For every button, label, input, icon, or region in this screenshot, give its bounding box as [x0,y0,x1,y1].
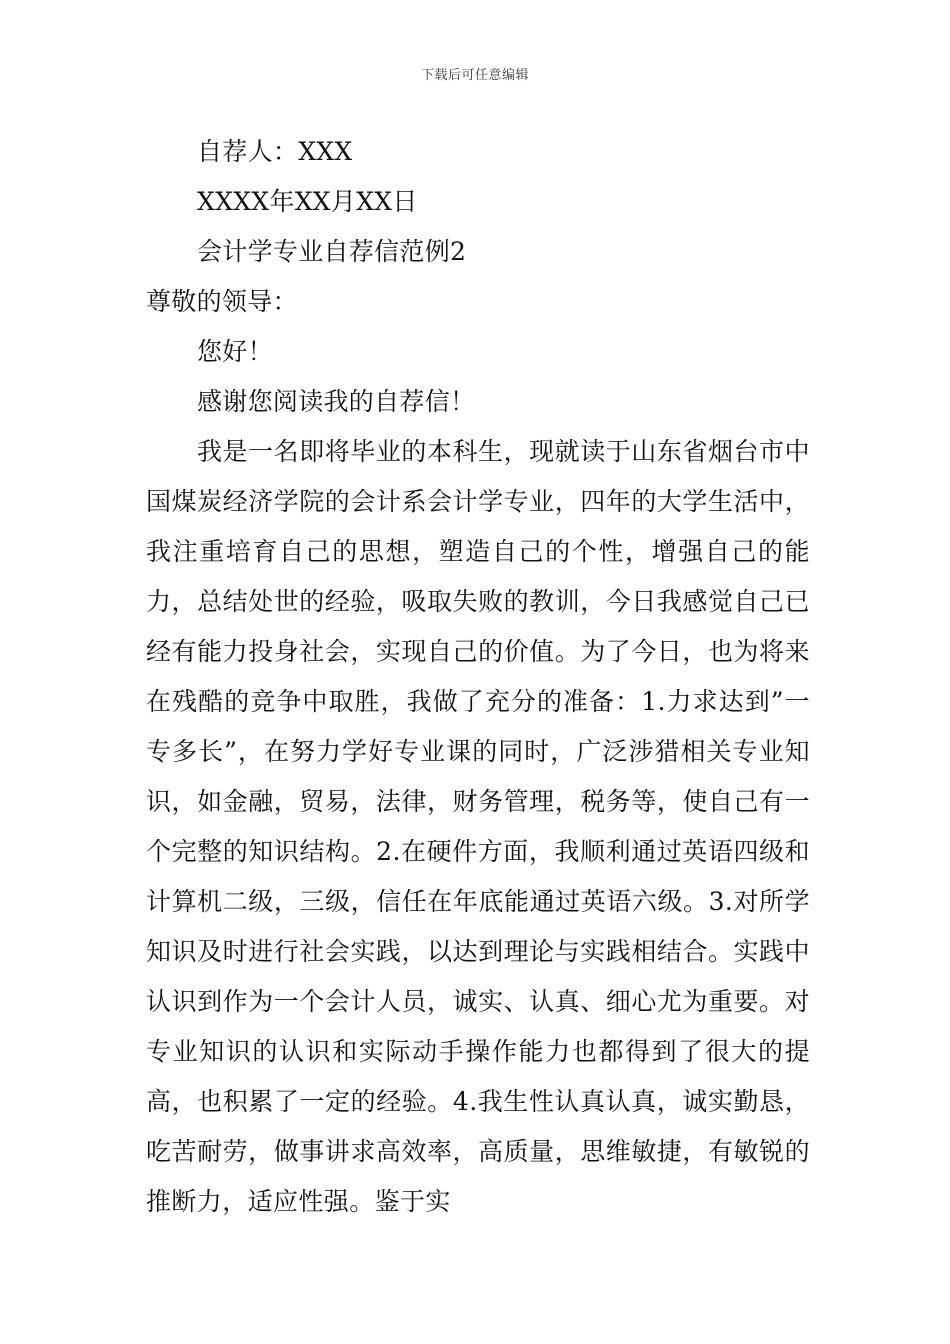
header-note: 下载后可任意编辑 [420,68,529,83]
salutation-line: 尊敬的领导： [146,287,298,316]
thanks-line: 感谢您阅读我的自荐信！ [197,387,476,416]
body-paragraph: 我是一名即将毕业的本科生，现就读于山东省烟台市中国煤炭经济学院的会计系会计学专业，四年的大学生活中，我注重培育自己的思想，塑造自己的个性，增强自己的能力，总结处世的经验，吸取失败的教训，今日我感觉自己已经有能力投身社会，实现自己的价值。为了今日，也为将来在残酷的竞争中取胜，我做了充分的准备：1.力求达到”一专多长”，在努力学好专业课的同时，广泛涉猎相关专业知识，如金融，贸易，法律，财务管理，税务等，使自己有一个完整的知识结构。2.在硬件方面，我顺利通过英语四级和计算机二级，三级，信任在年底能通过英语六级。3.对所学知识及时进行社会实践，以达到理论与实践相结合。实践中认识到作为一个会计人员，诚实、认真、细心尤为重要。对专业知识的认识和实际动手操作能力也都得到了很大的提高，也积累了一定的经验。4.我生性认真认真，诚实勤恳，吃苦耐劳，做事讲求高效率，高质量，思维敏捷，有敏锐的推断力，适应性强。鉴于实 [146,437,810,1216]
letter-content [146,127,810,1227]
next-letter-title: 会计学专业自荐信范例2 [197,237,467,266]
date-line: XXXX年XX月XX日 [197,187,418,216]
signer-line: 自荐人：XXX [197,137,353,166]
greeting-line: 您好！ [197,337,273,366]
